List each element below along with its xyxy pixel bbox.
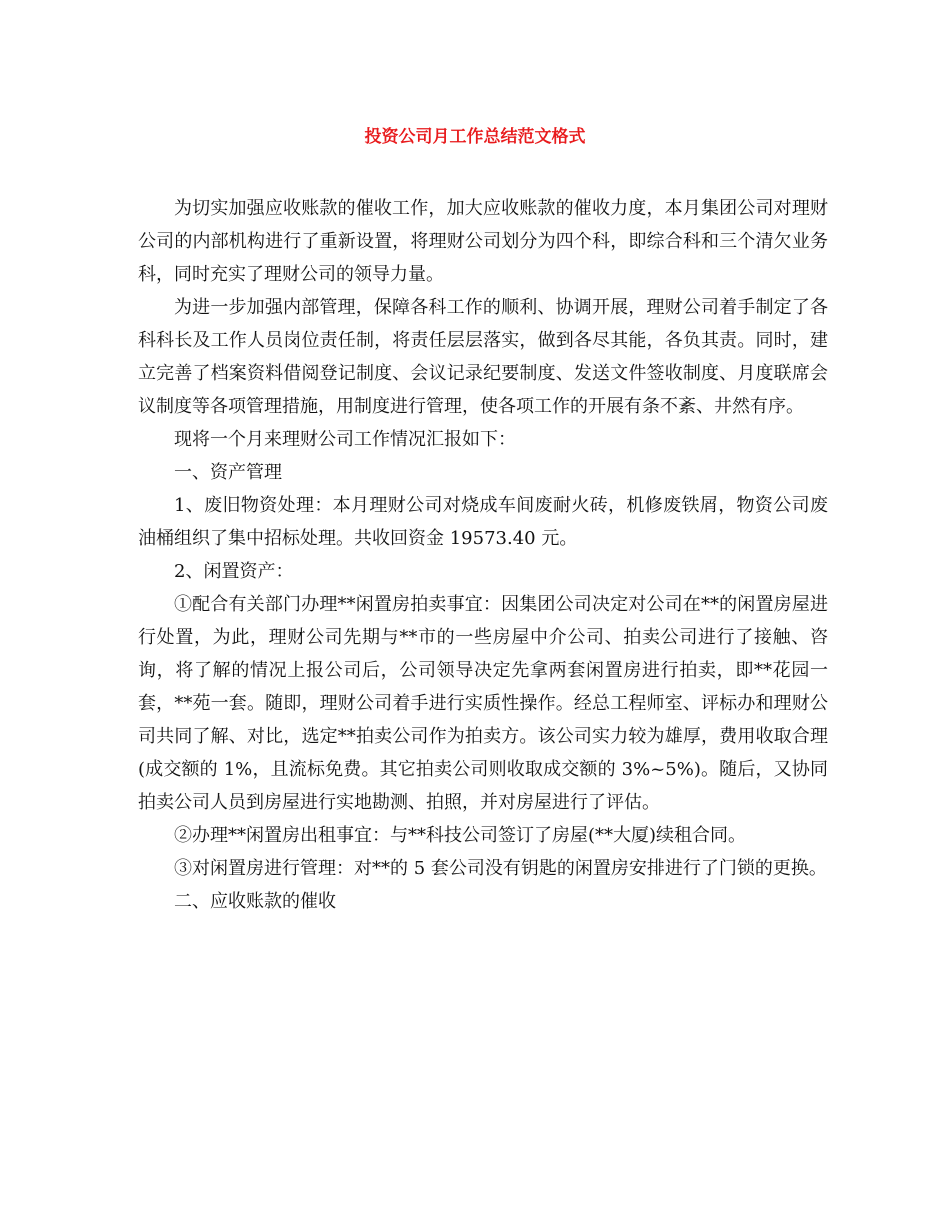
paragraph-internal-management: 为进一步加强内部管理，保障各科工作的顺利、协调开展，理财公司着手制定了各科科长及工作人员岗位责任制，将责任层层落实，做到各尽其能，各负其责。同时，建立完善了档案资料借阅登记制度、会议记录纪要制度、发送文件签收制度、月度联席会议制度等各项管理措施，用制度进行管理，使各项工作的开展有条不紊、井然有序。 [138,297,828,417]
paragraph-report-lead: 现将一个月来理财公司工作情况汇报如下： [174,429,516,450]
paragraph-idle-house-rental: ②办理**闲置房出租事宜：与**科技公司签订了房屋(**大厦)续租合同。 [174,825,747,846]
paragraph-idle-house-management: ③对闲置房进行管理：对**的 5 套公司没有钥匙的闲置房安排进行了门锁的更换。 [174,858,827,879]
paragraph-intro: 为切实加强应收账款的催收工作，加大应收账款的催收力度，本月集团公司对理财公司的内部机构进行了重新设置，将理财公司划分为四个科，即综合科和三个清欠业务科，同时充实了理财公司的领导力量。 [138,198,828,285]
paragraph-scrap-disposal: 1、废旧物资处理：本月理财公司对烧成车间废耐火砖，机修废铁屑，物资公司废油桶组织了集中招标处理。共收回资金 19573.40 元。 [138,495,828,549]
paragraph-idle-assets: 2、闲置资产： [174,561,294,582]
section-heading-asset-management: 一、资产管理 [174,462,282,483]
section-heading-receivables: 二、应收账款的催收 [174,891,336,912]
paragraph-idle-house-auction: ①配合有关部门办理**闲置房拍卖事宜：因集团公司决定对公司在**的闲置房屋进行处置，为此，理财公司先期与**市的一些房屋中介公司、拍卖公司进行了接触、咨询，将了解的情况上报公司后，公司领导决定先拿两套闲置房进行拍卖，即**花园一套，**苑一套。随即，理财公司着手进行实质性操作。经总工程师室、评标办和理财公司共同了解、对比，选定**拍卖公司作为拍卖方。该公司实力较为雄厚，费用收取合理(成交额的 1%，且流标免费。其它拍卖公司则收取成交额的 3%~5%)。随后，又协同拍卖公司人员到房屋进行实地勘测、拍照，并对房屋进行了评估。 [138,594,828,813]
document-title: 投资公司月工作总结范文格式 [364,127,586,147]
document-body [138,192,828,918]
